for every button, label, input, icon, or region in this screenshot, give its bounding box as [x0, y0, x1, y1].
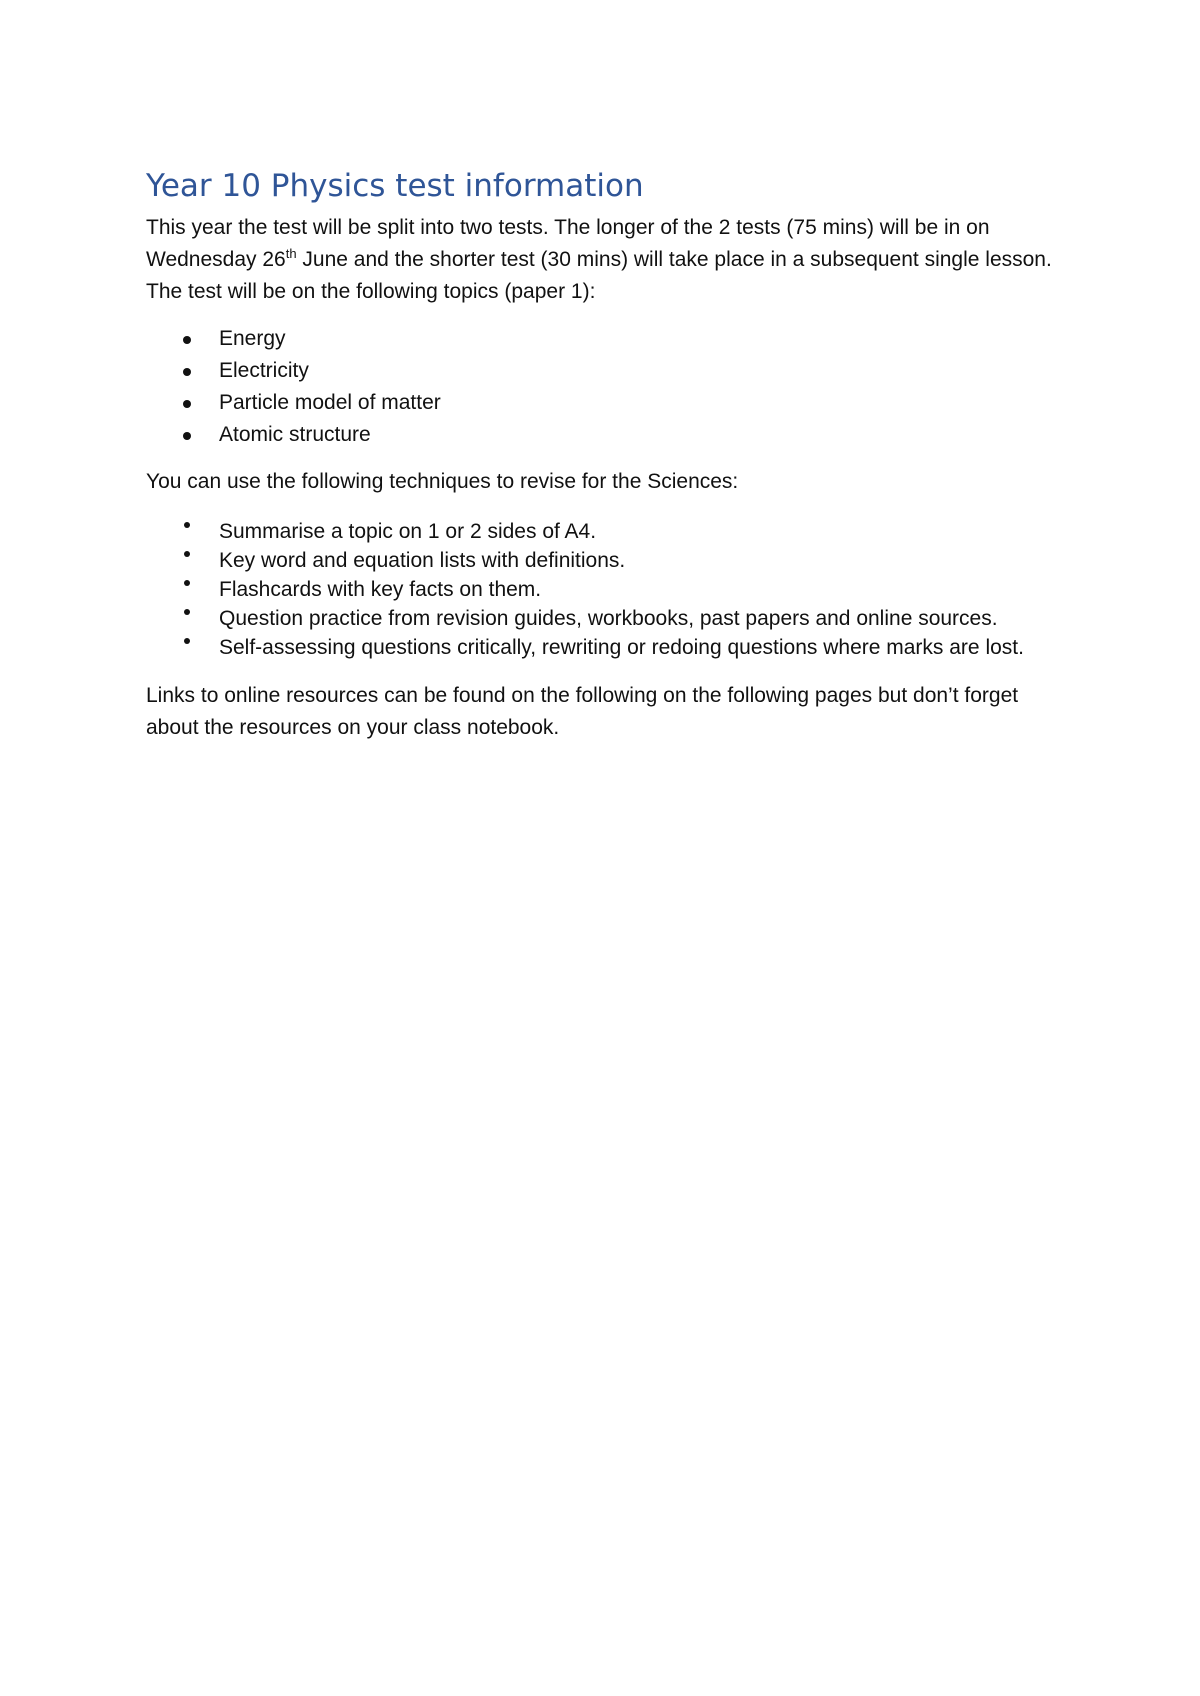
- techniques-intro: You can use the following techniques to revise for the Sciences:: [146, 470, 739, 494]
- list-item: [146, 355, 1066, 387]
- list-item: [146, 387, 1066, 419]
- topic-label: Electricity: [219, 359, 309, 383]
- page-title: Year 10 Physics test information: [146, 168, 644, 204]
- technique-label: Key word and equation lists with definitions.: [219, 549, 626, 573]
- list-item: [146, 604, 1066, 633]
- links-paragraph: Links to online resources can be found on the following on the following pages but don’t forget about the resources on your class notebook.: [146, 684, 1019, 740]
- list-item: [146, 546, 1066, 575]
- technique-label: Self-assessing questions critically, rewriting or redoing questions where marks are lost.: [219, 636, 1024, 660]
- list-item: [146, 575, 1066, 604]
- list-item: [146, 323, 1066, 355]
- intro-paragraph: [146, 212, 1066, 308]
- bullet-icon: [184, 638, 190, 644]
- bullet-icon: [184, 522, 190, 528]
- document-page: [146, 168, 1066, 744]
- topic-label: Particle model of matter: [219, 391, 441, 415]
- intro-text-part2: June and the shorter test (30 mins) will take place in a subsequent single lesson. The test will be on the following topics (paper 1):: [146, 248, 1052, 304]
- list-item: [146, 419, 1066, 451]
- technique-label: Question practice from revision guides, workbooks, past papers and online sources.: [219, 607, 998, 631]
- technique-label: Summarise a topic on 1 or 2 sides of A4.: [219, 520, 597, 544]
- techniques-list: [146, 517, 1066, 662]
- bullet-icon: [184, 551, 190, 557]
- bullet-icon: [184, 609, 190, 615]
- bullet-icon: [183, 432, 191, 440]
- date-superscript: th: [285, 246, 297, 262]
- topics-list: [146, 323, 1066, 451]
- topic-label: Energy: [219, 327, 286, 351]
- bullet-icon: [183, 400, 191, 408]
- bullet-icon: [183, 368, 191, 376]
- list-item: [146, 517, 1066, 546]
- list-item: [146, 633, 1066, 662]
- bullet-icon: [183, 336, 191, 344]
- bullet-icon: [184, 580, 190, 586]
- intro-text-part1: This year the test will be split into two tests. The longer of the 2 tests (75 mins) will be in on Wednesday 26: [146, 216, 990, 272]
- technique-label: Flashcards with key facts on them.: [219, 578, 542, 602]
- topic-label: Atomic structure: [219, 423, 371, 447]
